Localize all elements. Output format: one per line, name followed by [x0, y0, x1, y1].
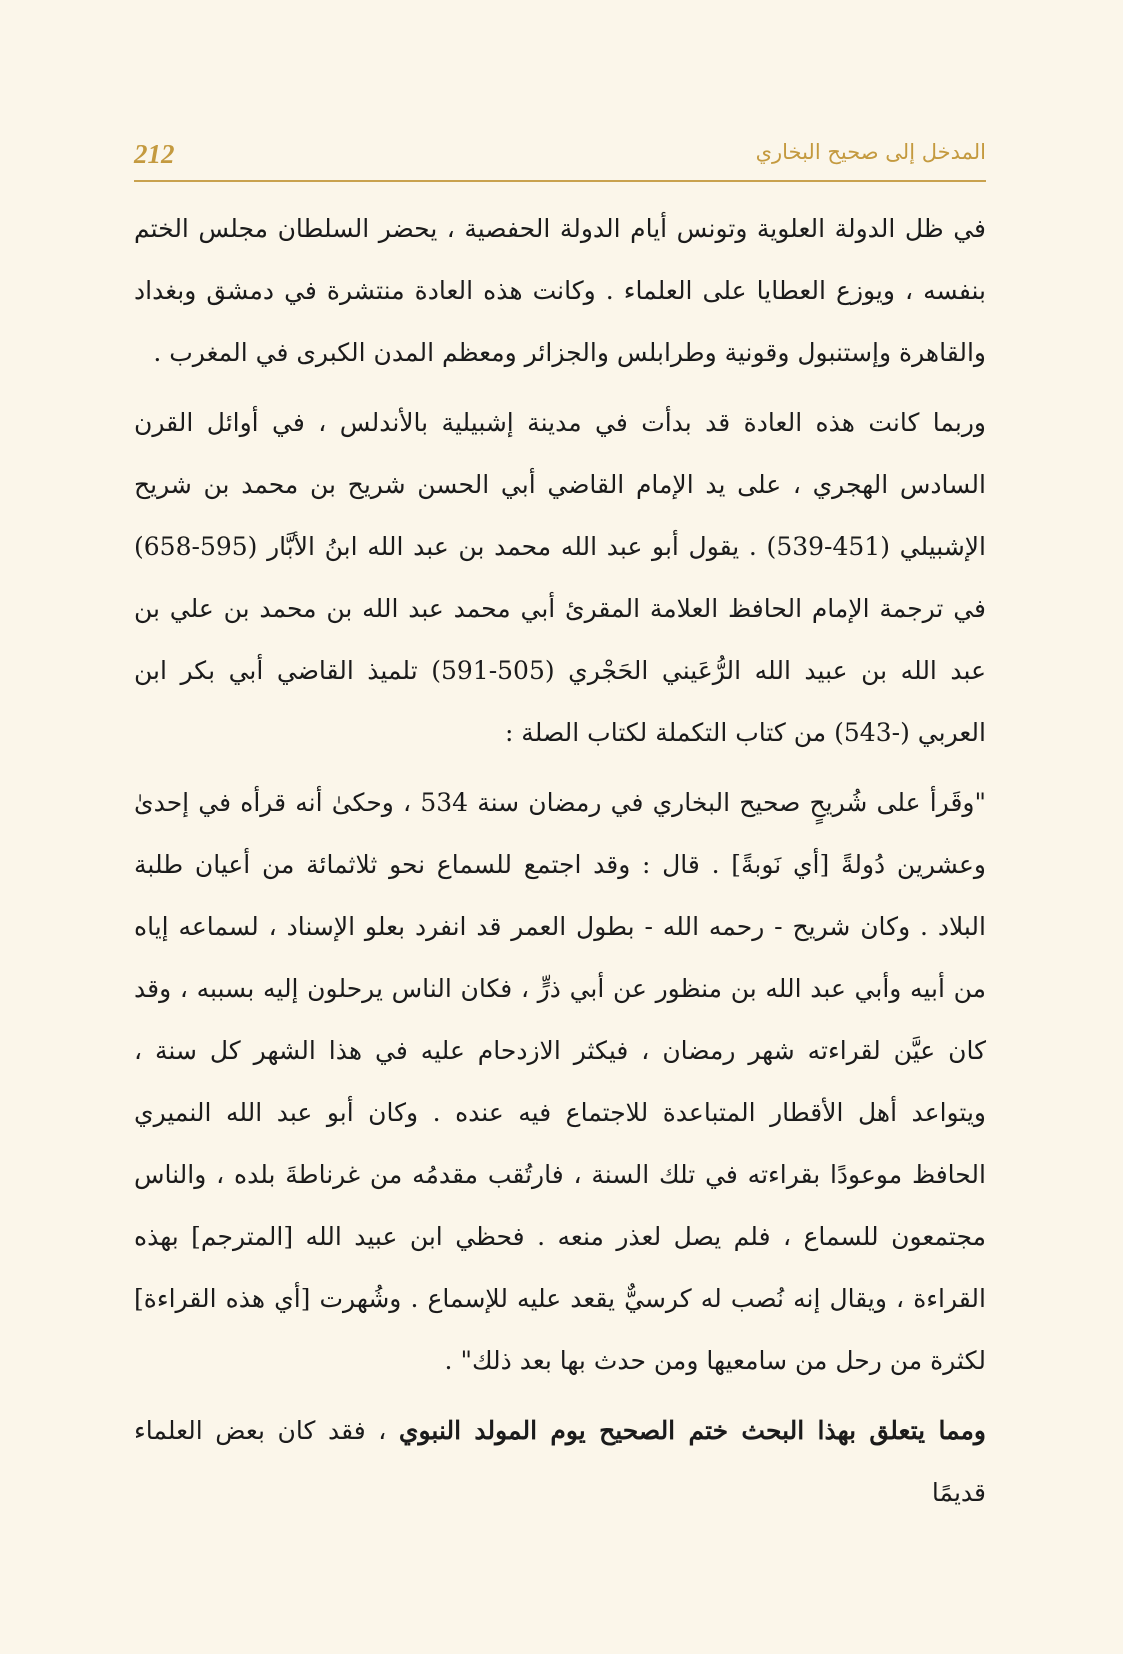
paragraph-2: وربما كانت هذه العادة قد بدأت في مدينة إشبيلية بالأندلس ، في أوائل القرن السادس الهجري ، على يد الإمام القاضي أبي الحسن شريح بن محمد بن شريح الإشبيلي (451-539) . يقول أبو عبد الله محمد بن عبد الله ابنُ الأبَّار (595-658) في ترجمة الإمام الحافظ العلامة المقرئ أبي محمد عبد الله بن محمد بن علي بن عبد الله بن عبيد الله الرُّعَيني الحَجْري (505-591) تلميذ القاضي أبي بكر ابن العربي (-543) من كتاب التكملة لكتاب الصلة :: [134, 408, 987, 747]
body-text: [134, 198, 986, 1524]
book-page: [134, 132, 986, 1532]
paragraph-4-bold-lead: ومما يتعلق بهذا البحث ختم الصحيح يوم المولد النبوي: [398, 1416, 986, 1445]
paragraph-1: في ظل الدولة العلوية وتونس أيام الدولة الحفصية ، يحضر السلطان مجلس الختم بنفسه ، ويوزع العطايا على العلماء . وكانت هذه العادة منتشرة في دمشق وبغداد والقاهرة وإستنبول وقونية وطرابلس والجزائر ومعظم المدن الكبرى في المغرب .: [134, 214, 986, 367]
page-number: 212: [134, 139, 175, 169]
paragraph-4-rest: ، فقد كان بعض العلماء قديمًا: [134, 1416, 986, 1507]
running-title: المدخل إلى صحيح البخاري: [755, 140, 986, 164]
page-header: [134, 132, 986, 182]
paragraph-3-quote: "وقَرأ على شُريحٍ صحيح البخاري في رمضان سنة 534 ، وحكىٰ أنه قرأه في إحدىٰ وعشرين دُولةً [أي نَوبةً] . قال : وقد اجتمع للسماع نحو ثلاثمائة من أعيان طلبة البلاد . وكان شريح - رحمه الله - بطول العمر قد انفرد بعلو الإسناد ، لسماعه إياه من أبيه وأبي عبد الله بن منظور عن أبي ذرٍّ ، فكان الناس يرحلون إليه بسببه ، وقد كان عيَّن لقراءته شهر رمضان ، فيكثر الازدحام عليه في هذا الشهر كل سنة ، ويتواعد أهل الأقطار المتباعدة للاجتماع فيه عنده . وكان أبو عبد الله النميري الحافظ موعودًا بقراءته في تلك السنة ، فارتُقب مقدمُه من غرناطةَ بلده ، والناس مجتمعون للسماع ، فلم يصل لعذر منعه . فحظي ابن عبيد الله [المترجم] بهذه القراءة ، ويقال إنه نُصب له كرسيٌّ يقعد عليه للإسماع . وشُهرت [أي هذه القراءة] لكثرة من رحل من سامعيها ومن حدث بها بعد ذلك" .: [134, 788, 986, 1375]
paragraph-4: [134, 1400, 986, 1524]
